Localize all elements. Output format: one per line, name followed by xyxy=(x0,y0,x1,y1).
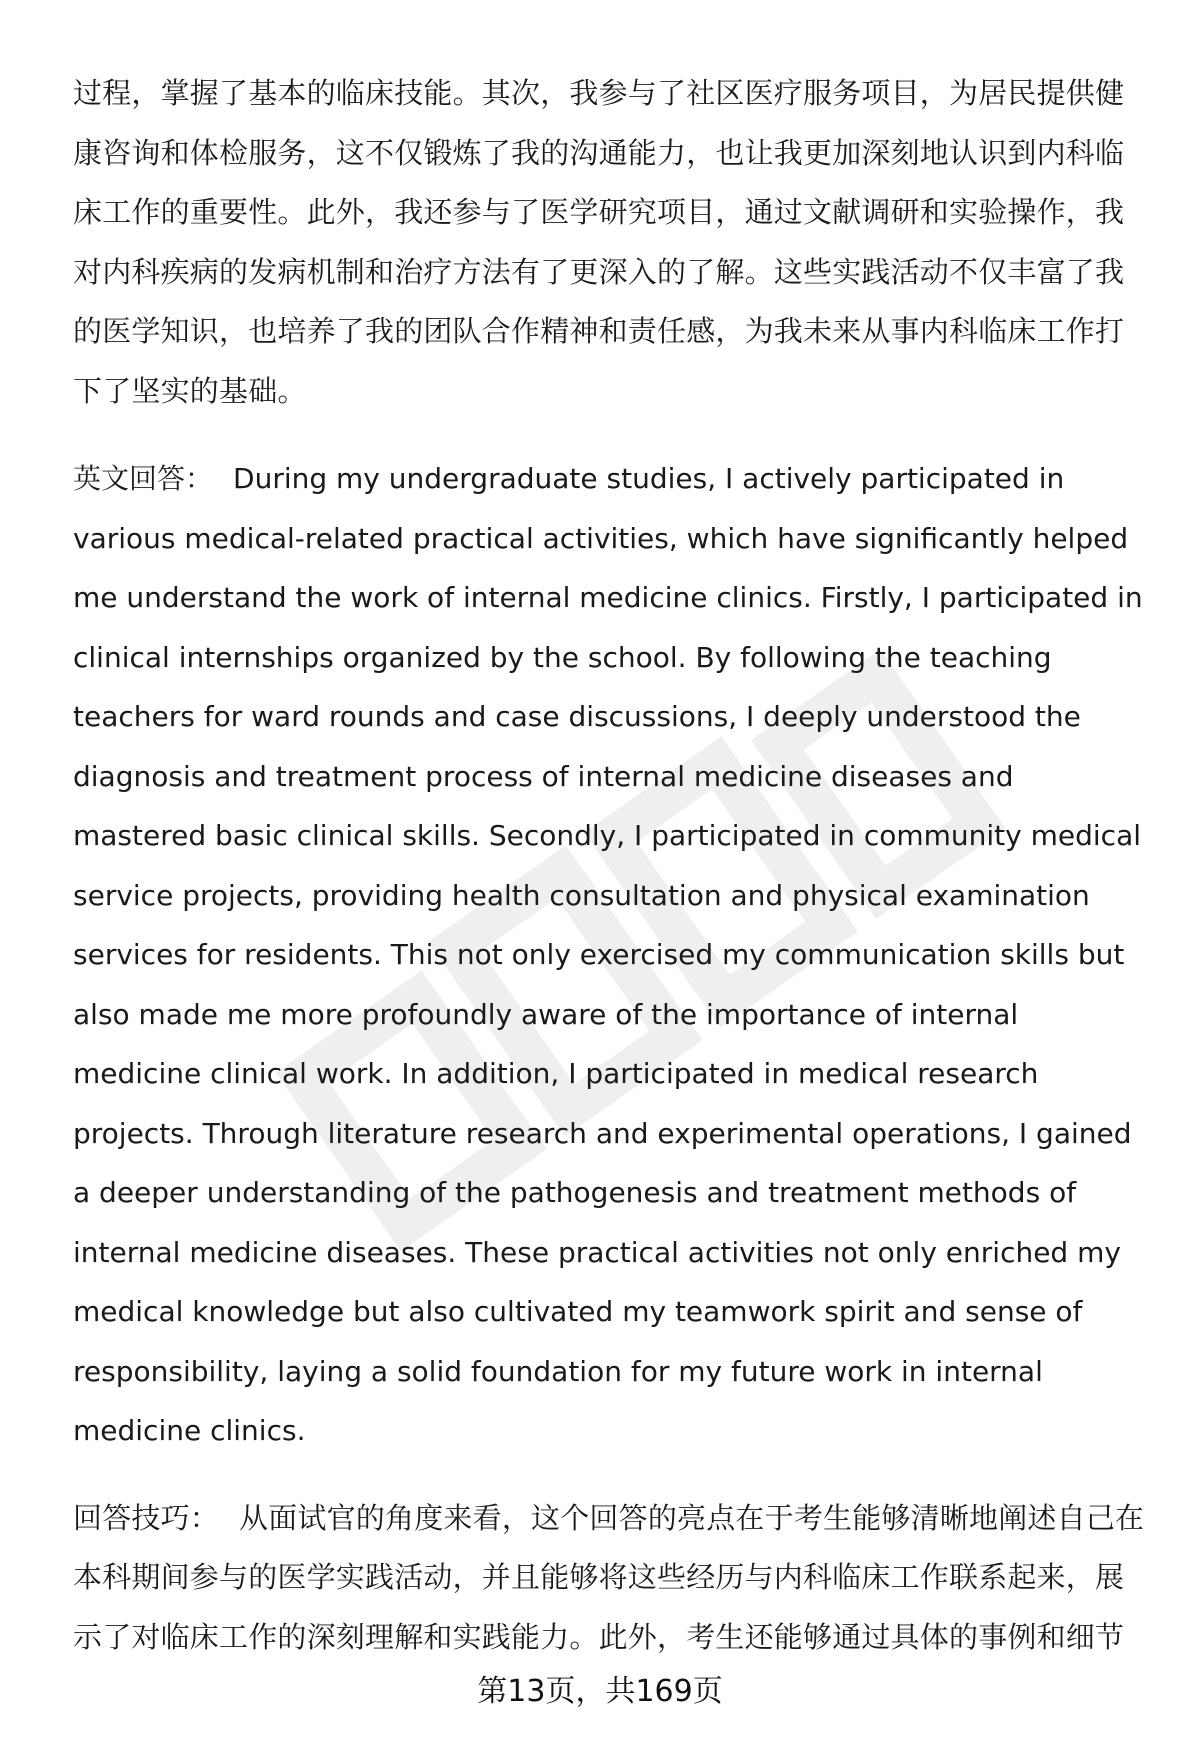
english-answer-text: During my undergraduate studies, I actively participated in various medical-related practical activities, which have significantly helped me understand the work of internal medicine clinics. Firstly, I participated in clinical internships organized by the school. By following the teaching teachers for ward rounds and case discussions, I deeply understood the diagnosis and treatment process of internal medicine diseases and mastered basic clinical skills. Secondly, I participated in community medical service projects, providing health consultation and physical examination services for residents. This not only exercised my communication skills but also made me more profoundly aware of the importance of internal medicine clinical work. In addition, I participated in medical research projects. Through literature research and experimental operations, I gained a deeper understanding of the pathogenesis and treatment methods of internal medicine diseases. These practical activities not only enriched my medical knowledge but also cultivated my teamwork spirit and sense of responsibility, laying a solid foundation for my future work in internal medicine clinics. xyxy=(73,462,1143,1447)
english-answer-label: 英文回答： xyxy=(73,462,214,495)
paragraph-spacer xyxy=(73,421,1153,449)
answer-tips-label: 回答技巧： xyxy=(73,1500,220,1535)
english-answer-paragraph xyxy=(73,449,1153,1461)
answer-tips-paragraph xyxy=(73,1489,1153,1668)
paragraph-spacer xyxy=(73,1461,1153,1489)
chinese-answer-continuation: 过程，掌握了基本的临床技能。其次，我参与了社区医疗服务项目，为居民提供健康咨询和体检服务，这不仅锻炼了我的沟通能力，也让我更加深刻地认识到内科临床工作的重要性。此外，我还参与了医学研究项目，通过文献调研和实验操作，我对内科疾病的发病机制和治疗方法有了更深入的了解。这些实践活动不仅丰富了我的医学知识，也培养了我的团队合作精神和责任感，为我未来从事内科临床工作打下了坚实的基础。 xyxy=(73,76,1125,408)
document-body xyxy=(73,64,1153,1667)
answer-tips-text: 从面试官的角度来看，这个回答的亮点在于考生能够清晰地阐述自己在本科期间参与的医学实践活动，并且能够将这些经历与内科临床工作联系起来，展示了对临床工作的深刻理解和实践能力。此外，考生还能够通过具体的事例和细节 xyxy=(73,1500,1145,1654)
page-number-footer: 第13页，共169页 xyxy=(477,1674,723,1709)
